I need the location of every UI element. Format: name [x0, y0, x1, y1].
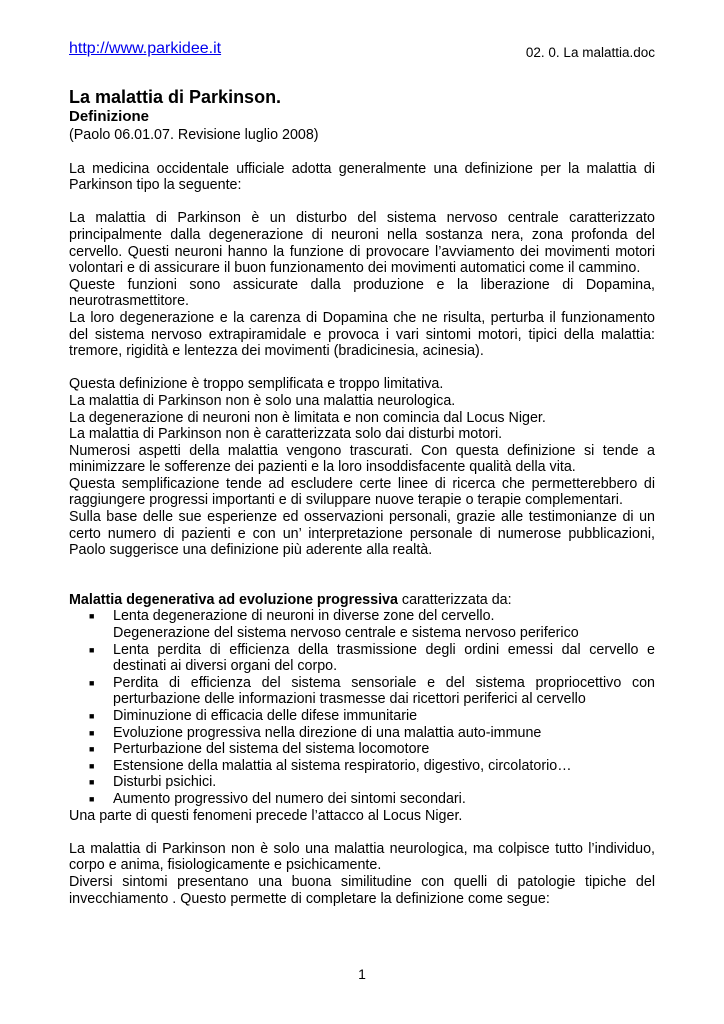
closing-text: Diversi sintomi presentano una buona similitudine con quelli di patologie tipiche del invecchiamento . Questo permette di completare la definizione come segue: — [69, 873, 655, 907]
list-item — [69, 675, 655, 708]
list-item-continuation: Degenerazione del sistema nervoso centrale e sistema nervoso periferico — [113, 625, 579, 642]
critique-paragraph — [69, 376, 655, 559]
list-item — [69, 791, 655, 808]
list-item — [69, 758, 655, 775]
list-item-text: Evoluzione progressiva nella direzione di una malattia auto-immune — [113, 724, 542, 741]
definition-text: La loro degenerazione e la carenza di Dopamina che ne risulta, perturba il funzionamento del sistema nervoso extrapiramidale e provoca i vari sintomi motori, tipici della malattia: tremore, rigidità e lentezza dei movimenti (bradicinesia, acinesia). — [69, 309, 655, 360]
intro-paragraph: La medicina occidentale ufficiale adotta generalmente una definizione per la malattia di Parkinson tipo la seguente: — [69, 160, 655, 194]
critique-text: La degenerazione di neuroni non è limitata e non comincia dal Locus Niger. — [69, 409, 546, 426]
byline: (Paolo 06.01.07. Revisione luglio 2008) — [69, 127, 319, 143]
website-link[interactable]: http://www.parkidee.it — [69, 40, 222, 57]
list-item-text: Diminuzione di efficacia delle difese immunitarie — [113, 708, 418, 724]
closing-text: La malattia di Parkinson non è solo una malattia neurologica, ma colpisce tutto l’individuo, corpo e anima, fisiologicamente e psichicamente. — [69, 840, 655, 874]
critique-text: Numerosi aspetti della malattia vengono trascurati. Con questa definizione si tende a minimizzare le sofferenze dei pazienti e la loro insoddisfacente qualità della vita. — [69, 442, 655, 476]
closing-paragraph — [69, 841, 655, 907]
square-bullet-icon: ■ — [89, 711, 95, 721]
list-item — [69, 725, 655, 742]
list-item-text: Aumento progressivo del numero dei sintomi secondari. — [113, 790, 466, 807]
list-heading-bold: Malattia degenerativa ad evoluzione progressiva — [69, 591, 398, 608]
list-item-text: Lenta perdita di efficienza della trasmissione degli ordini emessi dal cervello e destinati ai diversi organi del corpo. — [113, 641, 655, 675]
list-item-text: Lenta degenerazione di neuroni in diverse zone del cervello. — [113, 608, 495, 625]
critique-text: Questa definizione è troppo semplificata e troppo limitativa. — [69, 376, 444, 393]
square-bullet-icon: ■ — [89, 760, 95, 771]
square-bullet-icon: ■ — [89, 777, 95, 788]
critique-text: Questa semplificazione tende ad escludere certe linee di ricerca che permetterebbero di raggiungere progressi importanti e di sviluppare nuove terapie o terapie complementari. — [69, 475, 655, 509]
list-item — [69, 708, 655, 725]
list-item — [69, 642, 655, 675]
document-filename: 02. 0. La malattia.doc — [525, 45, 655, 60]
characteristics-list — [69, 608, 655, 807]
square-bullet-icon: ■ — [89, 611, 95, 622]
section-heading: Definizione — [69, 108, 150, 125]
after-list-text: Una parte di questi fenomeni precede l’attacco al Locus Niger. — [69, 807, 463, 824]
list-heading-rest: caratterizzata da: — [397, 591, 512, 608]
square-bullet-icon: ■ — [89, 727, 95, 738]
square-bullet-icon: ■ — [89, 793, 95, 804]
document-page — [69, 41, 655, 907]
definition-text: La malattia di Parkinson è un disturbo del sistema nervoso centrale caratterizzato principalmente dalla degenerazione di neuroni nella sostanza nera, zona profonda del cervello. Questi neuroni hanno la funzione di provocare l’avviamento dei movimenti motori volontari e di assicurare il buon funzionamento dei movimenti automatici come il cammino. — [69, 210, 655, 277]
definition-paragraph — [69, 210, 655, 359]
list-item-text: Estensione della malattia al sistema respiratorio, digestivo, circolatorio… — [113, 757, 572, 774]
critique-text: Sulla base delle sue esperienze ed osservazioni personali, grazie alle testimonianze di un certo numero di pazienti e con un’ interpretazione personale di numerose pubblicazioni, Paolo suggerisce una definizione più aderente alla realtà. — [69, 509, 655, 559]
critique-text: La malattia di Parkinson non è caratterizzata solo dai disturbi motori. — [69, 426, 503, 443]
list-item — [69, 741, 655, 758]
list-item-text: Disturbi psichici. — [113, 774, 217, 791]
document-title: La malattia di Parkinson. — [69, 87, 282, 107]
square-bullet-icon: ■ — [89, 677, 95, 688]
page-header — [69, 41, 655, 67]
list-item-text: Perturbazione del sistema del sistema locomotore — [113, 741, 430, 758]
square-bullet-icon: ■ — [89, 744, 95, 755]
definition-text: Queste funzioni sono assicurate dalla produzione e la liberazione di Dopamina, neurotrasmettitore. — [69, 276, 655, 310]
square-bullet-icon: ■ — [89, 644, 95, 655]
page-number: 1 — [358, 966, 366, 982]
list-item — [69, 608, 655, 641]
list-item-text: Perdita di efficienza del sistema sensoriale e del sistema propriocettivo con perturbazione delle informazioni trasmesse dai ricettori periferici al cervello — [113, 674, 655, 708]
list-item — [69, 774, 655, 791]
critique-text: La malattia di Parkinson non è solo una malattia neurologica. — [69, 392, 456, 409]
list-heading — [69, 592, 655, 609]
